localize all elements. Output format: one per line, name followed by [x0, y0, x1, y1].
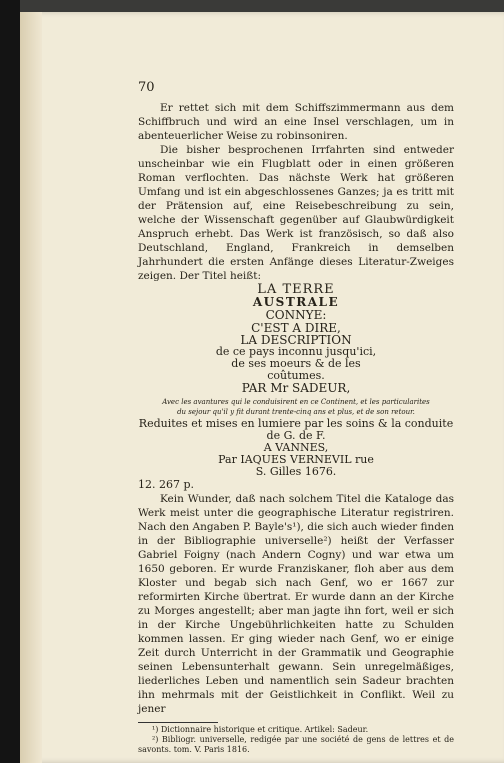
title-line: de G. de F. [266, 429, 326, 442]
title-line: Reduites et mises en lumiere par les soins & la conduite [138, 417, 454, 430]
paragraph: Er rettet sich mit dem Schiffszimmermann aus dem Schiffbruch und wird an eine Insel verschlagen, um in abenteuerlicher Weise zu robinsoniren. [138, 102, 454, 142]
title-line: LA TERRE [257, 282, 335, 297]
footnote-rule [138, 722, 218, 723]
footnote: ¹) Dictionnaire historique et critique. Artikel: Sadeur. [152, 725, 369, 734]
page-text-block [138, 80, 454, 755]
title-line: S. Gilles 1676. [255, 465, 337, 478]
title-line: Avec les avantures qui le conduisirent en ce Continent, et les particularites [162, 398, 430, 406]
quoted-title-page [138, 283, 454, 478]
title-line: A VANNES, [263, 441, 329, 454]
book-spine [0, 0, 20, 763]
page-reference: 12. 267 p. [138, 478, 195, 491]
title-line: de ses moeurs & de les [231, 357, 361, 370]
title-line: coûtumes. [267, 369, 325, 382]
page-gutter [20, 12, 42, 763]
footnote: ²) Bibliogr. universelle, redigée par une société de gens de lettres et de savonts. tom. V. Paris 1816. [138, 735, 454, 754]
title-line: Par IAQUES VERNEVIL rue [218, 453, 374, 466]
title-line: AUSTRALE [252, 295, 340, 309]
title-line: de ce pays inconnu jusqu'ici, [215, 345, 377, 358]
page-number: 70 [138, 80, 155, 95]
title-line: C'EST A DIRE, [251, 321, 341, 335]
title-line: CONNYE: [265, 308, 327, 322]
paragraph: Kein Wunder, daß nach solchem Titel die Kataloge das Werk meist unter die geographische Literatur registriren. Nach den Angaben P. Bayle's¹), die sich auch wieder finden in der Bibliographie universelle²) heißt der Verfasser Gabriel Foigny (nach Andern Cogny) und war etwa um 1650 geboren. Er wurde Franziskaner, floh aber aus dem Kloster und begab sich nach Genf, wo er 1667 zur reformirten Kirche übertrat. Er wurde dann an der Kirche zu Morges angestellt; aber man jagte ihn fort, weil er sich in der Kirche Ungebührlichkeiten hatte zu Schulden kommen lassen. Er ging wieder nach Genf, wo er einige Zeit durch Unterricht in der Grammatik und Geographie seinen Lebensunterhalt gewann. Sein unregelmäßiges, liederliches Leben und namentlich sein Sadeur brachten ihn mehrmals mit der Geistlichkeit in Conflikt. Weil zu jener [138, 493, 454, 715]
title-line: PAR Mr SADEUR, [241, 381, 351, 395]
title-line: du sejour qu'il y fit durant trente-cinq ans et plus, et de son retour. [177, 408, 415, 416]
title-line: LA DESCRIPTION [240, 333, 352, 347]
paragraph: Die bisher besprochenen Irrfahrten sind entweder unscheinbar wie ein Flugblatt oder in einen größeren Roman verflochten. Das nächste Werk hat größeren Umfang und ist ein abgeschlossenes Ganzes; ja es tritt mit der Prätension auf, eine Reisebeschreibung zu sein, welche der Wissenschaft gegenüber auf Glaubwürdigkeit Anspruch erhebt. Das Werk ist französisch, so daß also Deutschland, England, Frankreich in demselben Jahrhundert die ersten Anfänge dieses Literatur-Zweiges zeigen. Der Titel heißt: [138, 144, 454, 282]
